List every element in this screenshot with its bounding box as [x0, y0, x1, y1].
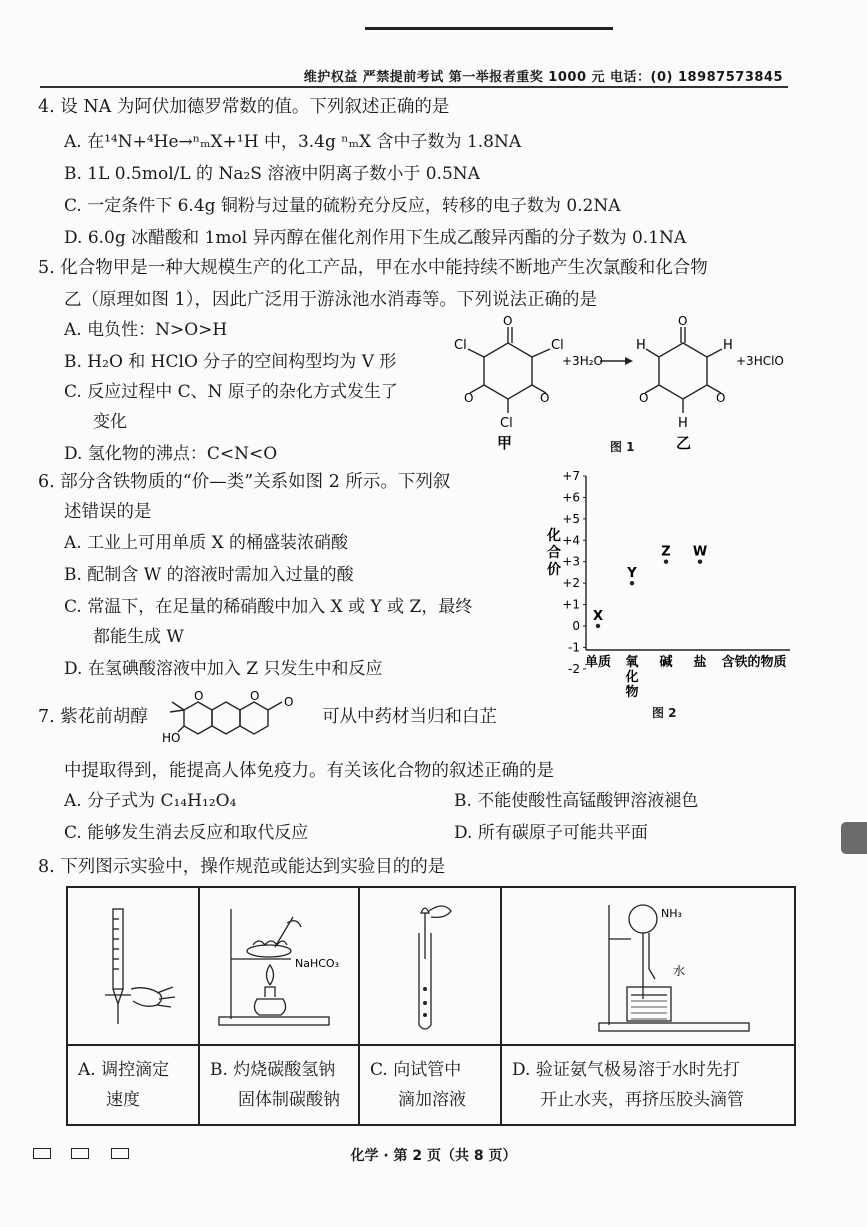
q6-option-c: C. 常温下，在足量的稀硝酸中加入 X 或 Y 或 Z，最终 [64, 597, 473, 617]
q8-caption-a: A. 调控滴定 速度 [67, 1045, 199, 1125]
q8-experiment-table [66, 886, 796, 1126]
data-point-W [698, 560, 702, 564]
q5-option-b: B. H₂O 和 HClO 分子的空间构型均为 V 形 [64, 352, 397, 372]
molecule-a-label: 甲 [497, 434, 513, 452]
arrow-head-icon [625, 357, 633, 365]
figure2-caption: 图 2 [652, 706, 677, 720]
page-header: 维护权益 严禁提前考试 第一举报者重奖 1000 元 电话：(0) 18987573845 [303, 70, 783, 85]
data-point-Z [664, 560, 668, 564]
water-label: 水 [673, 964, 686, 978]
page-footer: 化学 · 第 2 页（共 8 页） [350, 1148, 517, 1164]
x-tick-label: 化 [625, 670, 639, 685]
product-label: +3HClO [736, 354, 784, 368]
q5-option-a: A. 电负性：N>O>H [64, 320, 228, 340]
x-axis-label: 含铁的物质 [721, 655, 787, 670]
q4-option-b: B. 1L 0.5mol/L 的 Na₂S 溶液中阴离子数小于 0.5NA [64, 164, 480, 184]
atom-label: Cl [500, 416, 513, 431]
atom-label: H [723, 338, 733, 353]
q5-option-c-cont: 变化 [93, 412, 127, 432]
q7-option-a: A. 分子式为 C₁₄H₁₂O₄ [64, 791, 237, 811]
x-tick-label: 盐 [693, 655, 707, 670]
q8-image-c [359, 887, 501, 1045]
hydroxyl-label: HO [162, 731, 181, 744]
y-tick-label: 0 [572, 619, 580, 633]
atom-label: O [284, 695, 294, 709]
nahco3-label: NaHCO₃ [295, 957, 339, 970]
y-axis-label: 化 [547, 528, 561, 544]
q7-stem-part2: 可从中药材当归和白芷 [322, 707, 497, 727]
q4-option-c: C. 一定条件下 6.4g 铜粉与过量的硫粉充分反应，转移的电子数为 0.2NA [64, 196, 621, 216]
q6-option-b: B. 配制含 W 的溶液时需加入过量的酸 [64, 565, 354, 585]
y-tick-label: +4 [562, 533, 580, 548]
figure1-caption: 图 1 [610, 440, 635, 454]
y-tick-label: -2 [568, 661, 580, 676]
x-tick-label: 碱 [659, 655, 673, 670]
x-tick-label: 物 [625, 685, 639, 700]
x-tick-label: 单质 [584, 655, 612, 670]
data-point-Y [630, 581, 634, 585]
point-label-Y: Y [627, 566, 637, 582]
q8-image-d [501, 887, 795, 1045]
q8-caption-c: C. 向试管中 滴加溶液 [359, 1045, 501, 1125]
header-rule [40, 86, 788, 88]
atom-label: H [636, 338, 646, 353]
y-tick-label: +3 [562, 554, 580, 569]
y-axis-label: 合 [547, 545, 561, 561]
atom-label: O [464, 391, 474, 405]
figure2-chart [540, 468, 800, 700]
q5-stem-line2: 乙（原理如图 1），因此广泛用于游泳池水消毒等。下列说法正确的是 [64, 290, 597, 310]
q8-stem: 8. 下列图示实验中，操作规范或能达到实验目的的是 [38, 857, 446, 877]
atom-label: O [639, 391, 649, 405]
q6-option-c-cont: 都能生成 W [93, 627, 184, 647]
atom-label: O [250, 689, 260, 703]
q4-stem: 4. 设 NA 为阿伏加德罗常数的值。下列叙述正确的是 [38, 97, 450, 117]
atom-label: O [716, 391, 726, 405]
atom-label: O [678, 314, 688, 328]
x-tick-label: 氧 [625, 655, 639, 670]
molecule-b-structure [645, 327, 722, 413]
q4-option-d: D. 6.0g 冰醋酸和 1mol 异丙醇在催化剂作用下生成乙酸异丙酯的分子数为 0.1NA [64, 228, 687, 248]
q7-stem-part1: 7. 紫花前胡醇 [38, 707, 148, 727]
y-axis-label: 价 [547, 562, 561, 578]
q8-image-a [67, 887, 199, 1045]
q7-stem-line2: 中提取得到，能提高人体免疫力。有关该化合物的叙述正确的是 [64, 761, 554, 781]
q6-option-a: A. 工业上可用单质 X 的桶盛装浓硝酸 [64, 533, 348, 553]
q6-stem-line2: 述错误的是 [64, 502, 152, 522]
q5-option-d: D. 氢化物的沸点：C<N<O [64, 444, 278, 464]
test-tube-dropper-icon [361, 889, 499, 1039]
y-tick-label: +5 [562, 511, 580, 526]
q8-caption-d: D. 验证氨气极易溶于水时先打 开止水夹，再挤压胶头滴管 [501, 1045, 795, 1125]
atom-label: O [194, 689, 204, 703]
nh3-label: NH₃ [661, 907, 682, 920]
point-label-W: W [692, 544, 708, 560]
q5-stem-line1: 5. 化合物甲是一种大规模生产的化工产品，甲在水中能持续不断地产生次氯酸和化合物 [38, 258, 708, 278]
q7-option-c: C. 能够发生消去反应和取代反应 [64, 823, 309, 843]
y-tick-label: +2 [562, 576, 580, 591]
q5-option-c: C. 反应过程中 C、N 原子的杂化方式发生了 [64, 382, 398, 402]
q4-option-a: A. 在¹⁴N+⁴He→ⁿₘX+¹H 中，3.4g ⁿₘX 含中子数为 1.8NA [64, 132, 522, 152]
q8-image-b [199, 887, 359, 1045]
q7-option-b: B. 不能使酸性高锰酸钾溶液褪色 [454, 791, 699, 811]
q7-molecule-structure [160, 688, 326, 744]
atom-label: O [540, 391, 550, 405]
top-rule [365, 27, 613, 30]
y-tick-label: -1 [568, 640, 580, 655]
data-point-X [596, 624, 600, 628]
q6-stem-line1: 6. 部分含铁物质的“价—类”关系如图 2 所示。下列叙 [38, 472, 451, 492]
point-label-Z: Z [661, 544, 671, 560]
atom-label: Cl [454, 338, 467, 353]
reagent-label: +3H₂O [562, 354, 603, 368]
alcohol-burner-apparatus-icon [201, 889, 357, 1039]
atom-label: O [503, 314, 513, 328]
point-label-X: X [592, 609, 604, 624]
q6-option-d: D. 在氢碘酸溶液中加入 Z 只发生中和反应 [64, 659, 383, 679]
q8-caption-b: B. 灼烧碳酸氢钠 固体制碳酸钠 [199, 1045, 359, 1125]
y-tick-label: +7 [562, 469, 580, 483]
page-edge-tab [841, 822, 867, 854]
ammonia-fountain-apparatus-icon [503, 889, 793, 1039]
molecule-a-structure [468, 327, 550, 413]
molecule-b-label: 乙 [676, 434, 692, 452]
atom-label: H [678, 416, 688, 431]
atom-label: Cl [551, 338, 564, 353]
q7-option-d: D. 所有碳原子可能共平面 [454, 823, 648, 843]
y-tick-label: +6 [562, 490, 580, 505]
y-tick-label: +1 [562, 597, 580, 612]
burette-icon [69, 889, 197, 1039]
